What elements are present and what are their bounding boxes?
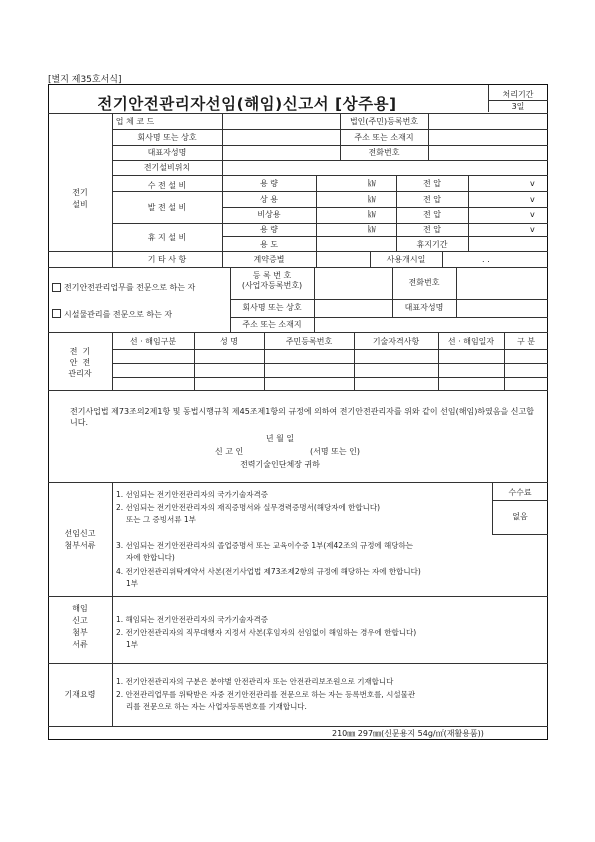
equipment-section-label: 전기 설비 (72, 188, 88, 209)
processing-period-value: 3일 (511, 102, 525, 111)
agency-representative-label: 대표자성명 (404, 303, 444, 312)
recipient-label: 전력기술인단체장 귀하 (240, 460, 320, 469)
company-code-label: 업 체 코 드 (115, 117, 155, 126)
start-date-label: 사용개시일 (386, 255, 426, 264)
fee-value: 없음 (512, 512, 528, 521)
option-1-checkbox[interactable] (52, 283, 61, 292)
idle-voltage-label: 전 압 (423, 225, 441, 234)
instruction-1: 1. 전기안전관리자의 구분은 분야별 안전관리자 또는 안전관리보조원으로 기재합니다 (116, 677, 394, 686)
agency-option-1[interactable]: 전기안전관리업무를 전문으로 하는 자 (52, 283, 234, 294)
generating-regular-kw: ㎾ (368, 195, 376, 204)
col-qualification: 기술자격사항 (372, 337, 420, 346)
representative-label: 대표자성명 (147, 148, 187, 157)
idle-capacity-label: 용 량 (260, 225, 278, 234)
generating-emergency-v: v (530, 210, 535, 219)
start-date-dots: . . (482, 255, 490, 264)
other-matters-label: 기 타 사 항 (147, 255, 187, 264)
appoint-doc-2: 2. 선임되는 전기안전관리자의 재직증명서와 실무경력증명서(해당자에 한합니다) (116, 503, 381, 512)
agency-company-name-label: 회사명 또는 상호 (242, 303, 302, 312)
processing-period-label: 처리기간 (502, 90, 534, 99)
agency-option-2[interactable]: 시설물관리를 전문으로 하는 자 (52, 309, 172, 320)
agency-reg-no-label: 등 록 번 호 (사업자등록번호) (241, 271, 303, 290)
phone-label: 전화번호 (368, 148, 400, 157)
col-name: 성 명 (220, 337, 238, 346)
dismiss-doc-1: 1. 해임되는 전기안전관리자의 국가기술자격증 (116, 615, 268, 624)
generating-regular-label: 상 용 (260, 195, 278, 204)
instruction-2: 2. 안전관리업무를 위탁받은 자중 전기안전관리를 전문으로 하는 자는 등록번호를, 시설물관 (116, 690, 416, 699)
manager-section-label: 전 기 안 전 관리자 (68, 347, 92, 378)
appoint-doc-1: 1. 선임되는 전기안전관리자의 국가기술자격증 (116, 490, 268, 499)
receiving-kw-unit: ㎾ (368, 179, 376, 188)
dismiss-doc-2: 2. 전기안전관리자의 직무대행자 지정서 사본(후임자의 선임없이 해임하는 경우에 한합니다) (116, 628, 417, 637)
idle-equipment-label: 휴 지 설 비 (147, 233, 187, 242)
corp-reg-no-label: 법인(주민)등록번호 (349, 117, 419, 126)
col-division: 구 분 (517, 337, 535, 346)
idle-use-label: 용 도 (260, 240, 278, 249)
address-label: 주소 또는 소재지 (354, 133, 414, 142)
signature-label: (서명 또는 인) (310, 447, 360, 456)
col-resident-no: 주민등록번호 (285, 337, 333, 346)
instruction-2-cont: 리를 전문으로 하는 자는 사업자등록번호를 기재합니다. (126, 702, 307, 711)
paper-spec-footer: 210㎜ 297㎜(신문용지 54g/㎡(재활용품)) (332, 729, 484, 738)
agency-phone-label: 전화번호 (408, 278, 440, 287)
appoint-doc-3-cont: 자에 한합니다) (126, 553, 175, 562)
contract-label: 계약증별 (253, 255, 285, 264)
generating-emergency-voltage-label: 전 압 (423, 210, 441, 219)
agency-address-label: 주소 또는 소재지 (242, 320, 302, 329)
instructions-label: 기재요령 (64, 690, 96, 699)
generating-equipment-label: 발 전 설 비 (147, 203, 187, 212)
idle-period-label: 휴지기간 (416, 240, 448, 249)
form-number-label: [별지 제35호서식] (48, 75, 122, 85)
idle-kw-unit: ㎾ (368, 225, 376, 234)
generating-regular-voltage-label: 전 압 (423, 195, 441, 204)
declaration-date: 년 월 일 (265, 434, 295, 443)
form-title: 전기안전관리자선임(해임)신고서 [상주용] (97, 95, 397, 113)
generating-regular-v: v (530, 195, 535, 204)
col-appoint-date: 선 · 해임일자 (447, 337, 495, 346)
appointment-docs-label: 선임신고 첨부서류 (64, 529, 96, 550)
dismissal-docs-label: 해임 신고 첨부 서류 (72, 604, 88, 649)
receiving-capacity-label: 용 량 (260, 179, 278, 188)
appoint-doc-3: 3. 선임되는 전기안전관리자의 졸업증명서 또는 교육이수증 1부(제42조의 규정에 해당하는 (116, 541, 414, 550)
appoint-doc-4-cont: 1부 (126, 579, 139, 588)
col-appoint-type: 선 · 해임구분 (129, 337, 177, 346)
equipment-location-label: 전기설비위치 (143, 163, 191, 172)
generating-emergency-kw: ㎾ (368, 210, 376, 219)
dismiss-doc-2-cont: 1부 (126, 640, 139, 649)
appoint-doc-4: 4. 전기안전관리위탁계약서 사본(전기사업법 제73조제2항의 규정에 해당하는 자에 한합니다) (116, 567, 421, 576)
generating-emergency-label: 비상용 (257, 210, 281, 219)
option-2-checkbox[interactable] (52, 309, 61, 318)
appoint-doc-2-cont: 또는 그 증빙서류 1부 (126, 515, 196, 524)
idle-v-unit: v (530, 225, 535, 234)
receiving-equipment-label: 수 전 설 비 (147, 181, 187, 190)
fee-label: 수수료 (508, 488, 532, 497)
reporter-label: 신 고 인 (215, 447, 244, 456)
company-name-label: 회사명 또는 상호 (137, 133, 197, 142)
receiving-v-unit: v (530, 179, 535, 188)
declaration-text: 전기사업법 제73조의2제1항 및 동법시행규칙 제45조제1항의 규정에 의하여 전기안전관리자를 위와 같이 선임(해임)하였음을 신고합니다. (70, 407, 534, 427)
receiving-voltage-label: 전 압 (423, 179, 441, 188)
